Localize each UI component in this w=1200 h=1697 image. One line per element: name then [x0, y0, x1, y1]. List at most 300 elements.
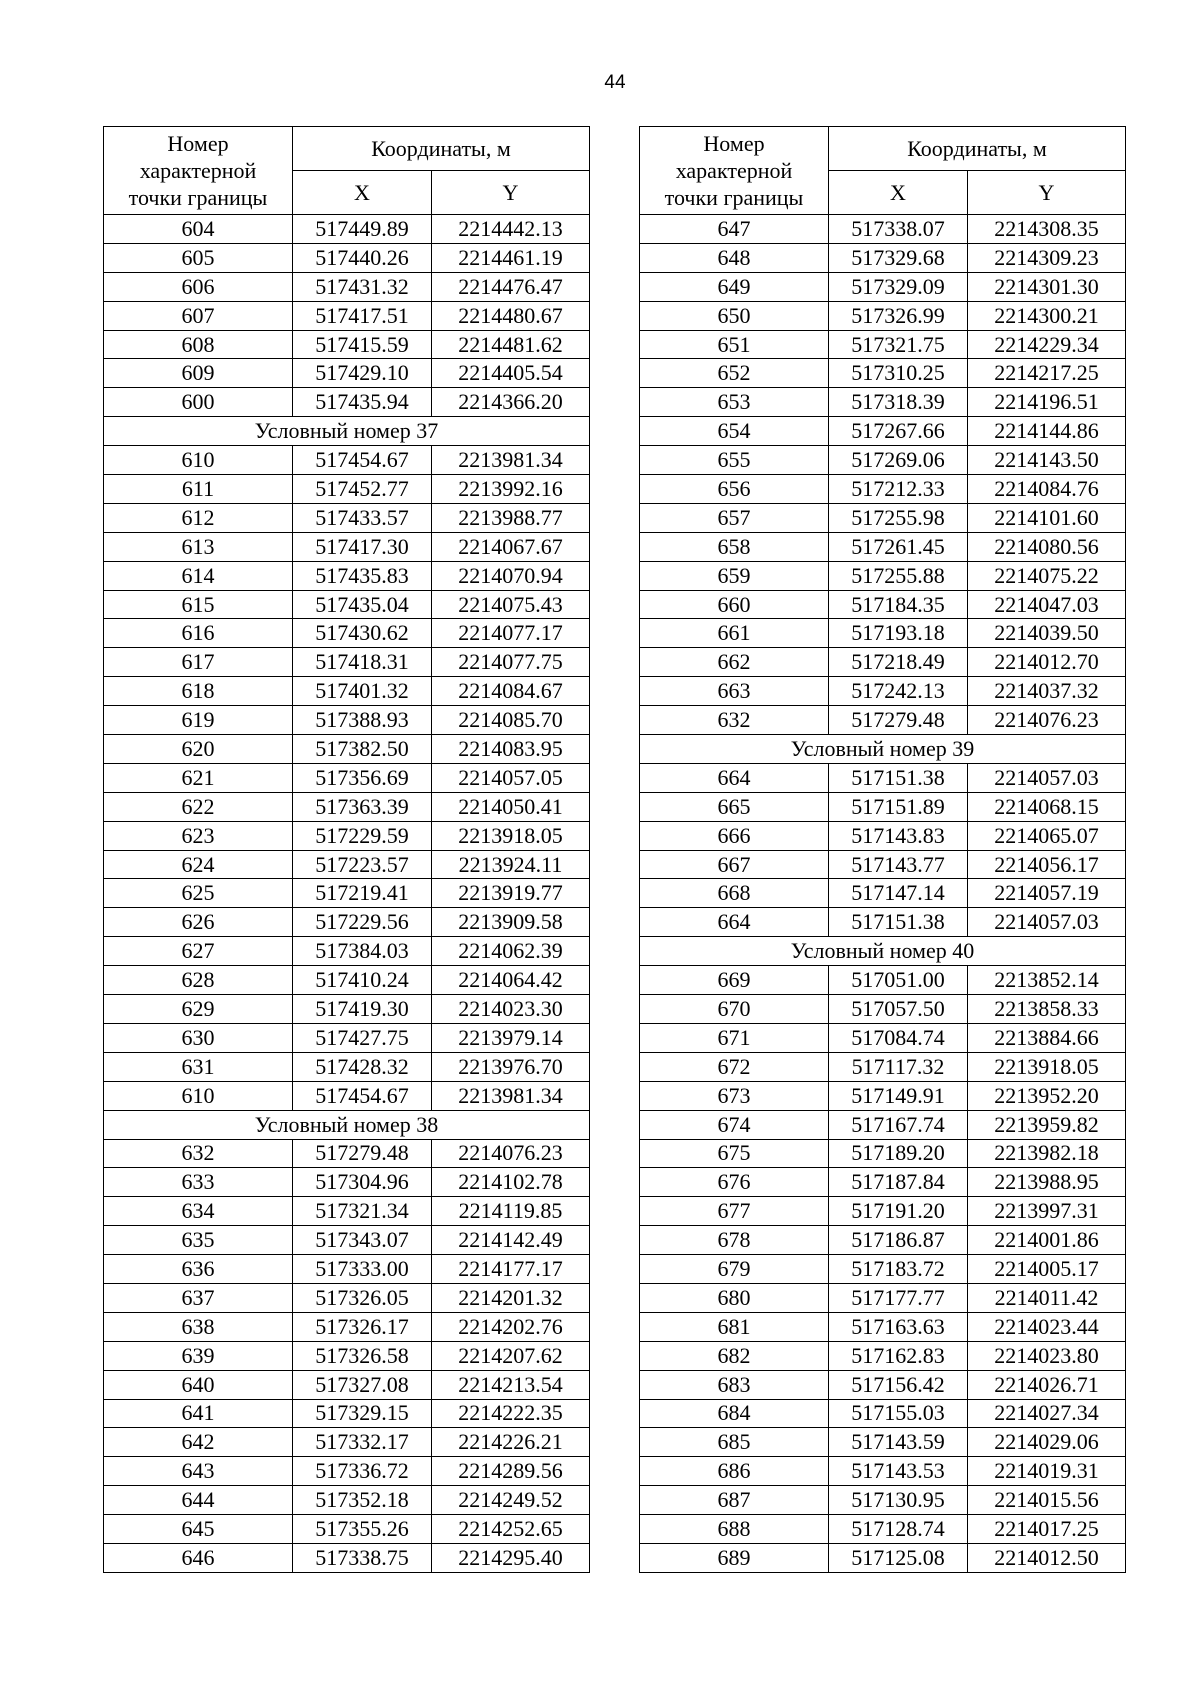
- table-row: [640, 1515, 1126, 1544]
- x-coordinate-cell: 517326.58: [293, 1341, 432, 1370]
- x-coordinate-cell: 517338.75: [293, 1543, 432, 1572]
- point-number-cell: 658: [640, 532, 829, 561]
- x-coordinate-cell: 517401.32: [293, 677, 432, 706]
- x-coordinate-cell: 517417.51: [293, 301, 432, 330]
- y-coordinate-cell: 2214480.67: [432, 301, 590, 330]
- y-coordinate-cell: 2213988.95: [968, 1168, 1126, 1197]
- point-number-cell: 654: [640, 417, 829, 446]
- point-number-cell: 679: [640, 1255, 829, 1284]
- point-number-cell: 631: [104, 1052, 293, 1081]
- table-row: [640, 1341, 1126, 1370]
- x-coordinate-cell: 517431.32: [293, 272, 432, 301]
- y-coordinate-cell: 2214057.03: [968, 908, 1126, 937]
- y-coordinate-cell: 2214144.86: [968, 417, 1126, 446]
- y-coordinate-cell: 2214076.23: [432, 1139, 590, 1168]
- x-coordinate-cell: 517433.57: [293, 503, 432, 532]
- y-coordinate-cell: 2214056.17: [968, 850, 1126, 879]
- table-row: [640, 475, 1126, 504]
- coordinates-header: Координаты, м: [293, 127, 590, 171]
- x-coordinate-cell: 517163.63: [829, 1312, 968, 1341]
- y-coordinate-cell: 2214065.07: [968, 821, 1126, 850]
- point-number-cell: 618: [104, 677, 293, 706]
- x-coordinate-cell: 517326.99: [829, 301, 968, 330]
- point-number-cell: 656: [640, 475, 829, 504]
- point-number-cell: 638: [104, 1312, 293, 1341]
- y-coordinate-cell: 2214300.21: [968, 301, 1126, 330]
- table-row: [640, 388, 1126, 417]
- y-coordinate-cell: 2214119.85: [432, 1197, 590, 1226]
- x-coordinate-cell: 517189.20: [829, 1139, 968, 1168]
- x-coordinate-cell: 517117.32: [829, 1052, 968, 1081]
- x-coordinate-cell: 517452.77: [293, 475, 432, 504]
- point-number-cell: 641: [104, 1399, 293, 1428]
- x-coordinate-cell: 517382.50: [293, 735, 432, 764]
- point-number-cell: 680: [640, 1283, 829, 1312]
- table-row: [640, 966, 1126, 995]
- table-row: [104, 561, 590, 590]
- y-coordinate-cell: 2214005.17: [968, 1255, 1126, 1284]
- y-coordinate-cell: 2214057.19: [968, 879, 1126, 908]
- table-row: [104, 648, 590, 677]
- x-coordinate-cell: 517321.75: [829, 330, 968, 359]
- point-number-cell: 624: [104, 850, 293, 879]
- point-number-cell: 688: [640, 1515, 829, 1544]
- point-number-cell: 606: [104, 272, 293, 301]
- y-coordinate-cell: 2214067.67: [432, 532, 590, 561]
- point-number-cell: 648: [640, 243, 829, 272]
- x-coordinate-cell: 517435.94: [293, 388, 432, 417]
- point-number-cell: 664: [640, 763, 829, 792]
- x-coordinate-cell: 517229.59: [293, 821, 432, 850]
- x-coordinate-cell: 517417.30: [293, 532, 432, 561]
- table-row: [104, 1515, 590, 1544]
- y-coordinate-cell: 2214023.44: [968, 1312, 1126, 1341]
- table-row: [640, 243, 1126, 272]
- point-number-cell: 607: [104, 301, 293, 330]
- point-number-cell: 655: [640, 446, 829, 475]
- x-coordinate-cell: 517338.07: [829, 215, 968, 244]
- table-row: [104, 821, 590, 850]
- x-coordinate-cell: 517184.35: [829, 590, 968, 619]
- y-coordinate-cell: 2214301.30: [968, 272, 1126, 301]
- table-row: [104, 1197, 590, 1226]
- x-coordinate-cell: 517143.59: [829, 1428, 968, 1457]
- table-row: [104, 850, 590, 879]
- table-row: [104, 1081, 590, 1110]
- point-number-cell: 628: [104, 966, 293, 995]
- y-coordinate-cell: 2213952.20: [968, 1081, 1126, 1110]
- table-row: [640, 417, 1126, 446]
- x-coordinate-cell: 517186.87: [829, 1226, 968, 1255]
- y-coordinate-cell: 2213858.33: [968, 995, 1126, 1024]
- y-coordinate-cell: 2214023.80: [968, 1341, 1126, 1370]
- point-number-cell: 610: [104, 446, 293, 475]
- point-number-cell: 613: [104, 532, 293, 561]
- y-coordinate-cell: 2214012.70: [968, 648, 1126, 677]
- y-coordinate-cell: 2213918.05: [968, 1052, 1126, 1081]
- point-number-cell: 673: [640, 1081, 829, 1110]
- y-coordinate-cell: 2214077.17: [432, 619, 590, 648]
- y-coordinate-cell: 2213924.11: [432, 850, 590, 879]
- x-coordinate-cell: 517279.48: [829, 706, 968, 735]
- y-coordinate-cell: 2214077.75: [432, 648, 590, 677]
- x-coordinate-cell: 517057.50: [829, 995, 968, 1024]
- x-coordinate-cell: 517151.38: [829, 908, 968, 937]
- table-row: [640, 503, 1126, 532]
- x-coordinate-cell: 517255.88: [829, 561, 968, 590]
- point-number-cell: 620: [104, 735, 293, 764]
- table-row: [104, 1023, 590, 1052]
- point-number-cell: 639: [104, 1341, 293, 1370]
- x-coordinate-cell: 517084.74: [829, 1023, 968, 1052]
- point-number-cell: 676: [640, 1168, 829, 1197]
- y-coordinate-cell: 2214143.50: [968, 446, 1126, 475]
- point-number-cell: 657: [640, 503, 829, 532]
- x-coordinate-cell: 517435.04: [293, 590, 432, 619]
- table-row: [640, 1168, 1126, 1197]
- point-number-cell: 616: [104, 619, 293, 648]
- point-number-cell: 600: [104, 388, 293, 417]
- table-row: [640, 446, 1126, 475]
- point-number-cell: 623: [104, 821, 293, 850]
- x-coordinate-cell: 517329.68: [829, 243, 968, 272]
- y-coordinate-cell: 2213976.70: [432, 1052, 590, 1081]
- x-coordinate-cell: 517449.89: [293, 215, 432, 244]
- y-coordinate-cell: 2214076.23: [968, 706, 1126, 735]
- point-number-cell: 687: [640, 1486, 829, 1515]
- x-coordinate-cell: 517388.93: [293, 706, 432, 735]
- x-coordinate-cell: 517454.67: [293, 1081, 432, 1110]
- x-coordinate-cell: 517336.72: [293, 1457, 432, 1486]
- y-coordinate-cell: 2214442.13: [432, 215, 590, 244]
- y-coordinate-cell: 2214023.30: [432, 995, 590, 1024]
- x-coordinate-cell: 517427.75: [293, 1023, 432, 1052]
- section-title: Условный номер 40: [640, 937, 1126, 966]
- x-coordinate-cell: 517155.03: [829, 1399, 968, 1428]
- table-row: [104, 995, 590, 1024]
- table-row: [640, 879, 1126, 908]
- table-row: [640, 215, 1126, 244]
- section-row: [640, 735, 1126, 764]
- x-coordinate-cell: 517219.41: [293, 879, 432, 908]
- point-number-cell: 622: [104, 792, 293, 821]
- y-coordinate-cell: 2214039.50: [968, 619, 1126, 648]
- point-number-cell: 664: [640, 908, 829, 937]
- y-coordinate-cell: 2214075.43: [432, 590, 590, 619]
- y-coordinate-cell: 2214027.34: [968, 1399, 1126, 1428]
- y-coordinate-cell: 2214196.51: [968, 388, 1126, 417]
- table-row: [640, 301, 1126, 330]
- table-row: [640, 359, 1126, 388]
- point-number-cell: 674: [640, 1110, 829, 1139]
- y-coordinate-cell: 2214101.60: [968, 503, 1126, 532]
- x-coordinate-cell: 517355.26: [293, 1515, 432, 1544]
- point-number-cell: 672: [640, 1052, 829, 1081]
- table-row: [104, 503, 590, 532]
- y-coordinate-cell: 2213959.82: [968, 1110, 1126, 1139]
- table-row: [640, 677, 1126, 706]
- table-row: [640, 850, 1126, 879]
- y-coordinate-cell: 2214207.62: [432, 1341, 590, 1370]
- y-coordinate-cell: 2214226.21: [432, 1428, 590, 1457]
- x-coordinate-cell: 517326.17: [293, 1312, 432, 1341]
- table-row: [104, 1486, 590, 1515]
- table-row: [640, 792, 1126, 821]
- x-coordinate-cell: 517332.17: [293, 1428, 432, 1457]
- y-coordinate-cell: 2214026.71: [968, 1370, 1126, 1399]
- table-row: [640, 1139, 1126, 1168]
- point-number-cell: 650: [640, 301, 829, 330]
- table-row: [640, 1052, 1126, 1081]
- table-row: [104, 937, 590, 966]
- y-coordinate-cell: 2213988.77: [432, 503, 590, 532]
- point-number-cell: 667: [640, 850, 829, 879]
- x-coordinate-cell: 517128.74: [829, 1515, 968, 1544]
- page-number: 44: [604, 72, 626, 93]
- coordinates-header: Координаты, м: [829, 127, 1126, 171]
- table-row: [640, 590, 1126, 619]
- x-coordinate-cell: 517440.26: [293, 243, 432, 272]
- y-coordinate-cell: 2214017.25: [968, 1515, 1126, 1544]
- x-coordinate-cell: 517429.10: [293, 359, 432, 388]
- y-coordinate-cell: 2214201.32: [432, 1283, 590, 1312]
- x-coordinate-cell: 517321.34: [293, 1197, 432, 1226]
- x-coordinate-cell: 517187.84: [829, 1168, 968, 1197]
- table-row: [640, 619, 1126, 648]
- point-number-cell: 669: [640, 966, 829, 995]
- table-row: [640, 1023, 1126, 1052]
- y-coordinate-cell: 2213997.31: [968, 1197, 1126, 1226]
- table-row: [104, 215, 590, 244]
- table-row: [104, 1543, 590, 1572]
- y-coordinate-cell: 2214047.03: [968, 590, 1126, 619]
- table-row: [104, 1052, 590, 1081]
- point-number-cell: 665: [640, 792, 829, 821]
- x-coordinate-cell: 517156.42: [829, 1370, 968, 1399]
- point-number-cell: 666: [640, 821, 829, 850]
- x-coordinate-cell: 517130.95: [829, 1486, 968, 1515]
- point-number-header: Номер характерной точки границы: [640, 127, 829, 215]
- table-row: [104, 359, 590, 388]
- x-coordinate-cell: 517343.07: [293, 1226, 432, 1255]
- x-coordinate-cell: 517212.33: [829, 475, 968, 504]
- x-coordinate-cell: 517125.08: [829, 1543, 968, 1572]
- point-number-cell: 662: [640, 648, 829, 677]
- point-number-header: Номер характерной точки границы: [104, 127, 293, 215]
- table-row: [104, 1399, 590, 1428]
- point-number-cell: 612: [104, 503, 293, 532]
- y-coordinate-cell: 2214085.70: [432, 706, 590, 735]
- table-row: [104, 1341, 590, 1370]
- table-row: [104, 1139, 590, 1168]
- y-coordinate-cell: 2213909.58: [432, 908, 590, 937]
- table-row: [104, 301, 590, 330]
- y-coordinate-cell: 2214064.42: [432, 966, 590, 995]
- y-coordinate-cell: 2214249.52: [432, 1486, 590, 1515]
- table-row: [640, 1312, 1126, 1341]
- table-row: [104, 1312, 590, 1341]
- point-number-cell: 689: [640, 1543, 829, 1572]
- table-row: [640, 1255, 1126, 1284]
- table-row: [640, 1226, 1126, 1255]
- point-number-cell: 683: [640, 1370, 829, 1399]
- point-number-cell: 610: [104, 1081, 293, 1110]
- x-coordinate-cell: 517261.45: [829, 532, 968, 561]
- y-coordinate-cell: 2214075.22: [968, 561, 1126, 590]
- point-number-cell: 643: [104, 1457, 293, 1486]
- table-row: [104, 1255, 590, 1284]
- x-coordinate-cell: 517255.98: [829, 503, 968, 532]
- point-number-cell: 637: [104, 1283, 293, 1312]
- table-row: [104, 1370, 590, 1399]
- x-coordinate-cell: 517267.66: [829, 417, 968, 446]
- table-row: [104, 532, 590, 561]
- table-row: [104, 330, 590, 359]
- x-coordinate-cell: 517149.91: [829, 1081, 968, 1110]
- x-coordinate-cell: 517454.67: [293, 446, 432, 475]
- x-coordinate-cell: 517326.05: [293, 1283, 432, 1312]
- table-row: [104, 966, 590, 995]
- x-coordinate-cell: 517183.72: [829, 1255, 968, 1284]
- point-number-cell: 629: [104, 995, 293, 1024]
- table-row: [104, 272, 590, 301]
- point-number-cell: 678: [640, 1226, 829, 1255]
- point-number-cell: 677: [640, 1197, 829, 1226]
- y-coordinate-cell: 2214295.40: [432, 1543, 590, 1572]
- table-row: [640, 1110, 1126, 1139]
- x-coordinate-cell: 517218.49: [829, 648, 968, 677]
- y-coordinate-cell: 2214084.76: [968, 475, 1126, 504]
- table-row: [104, 1428, 590, 1457]
- y-coordinate-cell: 2213982.18: [968, 1139, 1126, 1168]
- section-row: [640, 937, 1126, 966]
- x-coordinate-cell: 517327.08: [293, 1370, 432, 1399]
- table-row: [104, 388, 590, 417]
- point-number-cell: 685: [640, 1428, 829, 1457]
- x-coordinate-cell: 517147.14: [829, 879, 968, 908]
- table-row: [640, 1428, 1126, 1457]
- point-number-cell: 671: [640, 1023, 829, 1052]
- x-header: X: [293, 171, 432, 215]
- point-number-cell: 634: [104, 1197, 293, 1226]
- x-coordinate-cell: 517193.18: [829, 619, 968, 648]
- point-number-cell: 646: [104, 1543, 293, 1572]
- section-title: Условный номер 37: [104, 417, 590, 446]
- y-coordinate-cell: 2214062.39: [432, 937, 590, 966]
- table-row: [640, 706, 1126, 735]
- x-coordinate-cell: 517430.62: [293, 619, 432, 648]
- y-coordinate-cell: 2214057.03: [968, 763, 1126, 792]
- point-number-cell: 605: [104, 243, 293, 272]
- y-coordinate-cell: 2213981.34: [432, 446, 590, 475]
- x-coordinate-cell: 517143.83: [829, 821, 968, 850]
- y-coordinate-cell: 2214229.34: [968, 330, 1126, 359]
- y-coordinate-cell: 2214309.23: [968, 243, 1126, 272]
- point-number-cell: 619: [104, 706, 293, 735]
- table-row: [104, 475, 590, 504]
- table-row: [104, 590, 590, 619]
- x-coordinate-cell: 517223.57: [293, 850, 432, 879]
- section-row: [104, 417, 590, 446]
- point-number-cell: 633: [104, 1168, 293, 1197]
- x-coordinate-cell: 517384.03: [293, 937, 432, 966]
- y-coordinate-cell: 2213852.14: [968, 966, 1126, 995]
- section-title: Условный номер 38: [104, 1110, 590, 1139]
- y-coordinate-cell: 2214068.15: [968, 792, 1126, 821]
- point-number-cell: 686: [640, 1457, 829, 1486]
- y-coordinate-cell: 2214177.17: [432, 1255, 590, 1284]
- table-row: [640, 1283, 1126, 1312]
- table-row: [104, 243, 590, 272]
- x-coordinate-cell: 517162.83: [829, 1341, 968, 1370]
- table-row: [104, 1226, 590, 1255]
- table-row: [104, 619, 590, 648]
- y-coordinate-cell: 2214217.25: [968, 359, 1126, 388]
- point-number-cell: 614: [104, 561, 293, 590]
- table-row: [104, 735, 590, 764]
- point-number-cell: 668: [640, 879, 829, 908]
- x-coordinate-cell: 517333.00: [293, 1255, 432, 1284]
- y-coordinate-cell: 2214011.42: [968, 1283, 1126, 1312]
- y-coordinate-cell: 2213981.34: [432, 1081, 590, 1110]
- table-row: [640, 561, 1126, 590]
- y-coordinate-cell: 2214289.56: [432, 1457, 590, 1486]
- y-coordinate-cell: 2214405.54: [432, 359, 590, 388]
- y-coordinate-cell: 2214037.32: [968, 677, 1126, 706]
- table-row: [104, 1283, 590, 1312]
- table-row: [104, 879, 590, 908]
- table-row: [640, 995, 1126, 1024]
- y-coordinate-cell: 2213918.05: [432, 821, 590, 850]
- table-row: [640, 1081, 1126, 1110]
- x-coordinate-cell: 517191.20: [829, 1197, 968, 1226]
- y-coordinate-cell: 2214084.67: [432, 677, 590, 706]
- point-number-cell: 635: [104, 1226, 293, 1255]
- point-number-cell: 681: [640, 1312, 829, 1341]
- y-coordinate-cell: 2213919.77: [432, 879, 590, 908]
- point-number-cell: 652: [640, 359, 829, 388]
- y-coordinate-cell: 2214029.06: [968, 1428, 1126, 1457]
- y-coordinate-cell: 2214070.94: [432, 561, 590, 590]
- point-number-cell: 647: [640, 215, 829, 244]
- coordinates-table-right: [639, 126, 1126, 1573]
- point-number-cell: 621: [104, 763, 293, 792]
- x-header: X: [829, 171, 968, 215]
- x-coordinate-cell: 517310.25: [829, 359, 968, 388]
- point-number-cell: 615: [104, 590, 293, 619]
- y-coordinate-cell: 2214308.35: [968, 215, 1126, 244]
- x-coordinate-cell: 517269.06: [829, 446, 968, 475]
- x-coordinate-cell: 517418.31: [293, 648, 432, 677]
- point-number-cell: 636: [104, 1255, 293, 1284]
- y-coordinate-cell: 2214015.56: [968, 1486, 1126, 1515]
- table-row: [104, 1457, 590, 1486]
- x-coordinate-cell: 517242.13: [829, 677, 968, 706]
- x-coordinate-cell: 517304.96: [293, 1168, 432, 1197]
- x-coordinate-cell: 517279.48: [293, 1139, 432, 1168]
- point-number-cell: 626: [104, 908, 293, 937]
- point-number-cell: 617: [104, 648, 293, 677]
- table-row: [640, 1486, 1126, 1515]
- table-row: [104, 706, 590, 735]
- y-coordinate-cell: 2214366.20: [432, 388, 590, 417]
- table-row: [640, 330, 1126, 359]
- y-coordinate-cell: 2214476.47: [432, 272, 590, 301]
- table-row: [104, 677, 590, 706]
- y-coordinate-cell: 2214213.54: [432, 1370, 590, 1399]
- x-coordinate-cell: 517410.24: [293, 966, 432, 995]
- y-coordinate-cell: 2214461.19: [432, 243, 590, 272]
